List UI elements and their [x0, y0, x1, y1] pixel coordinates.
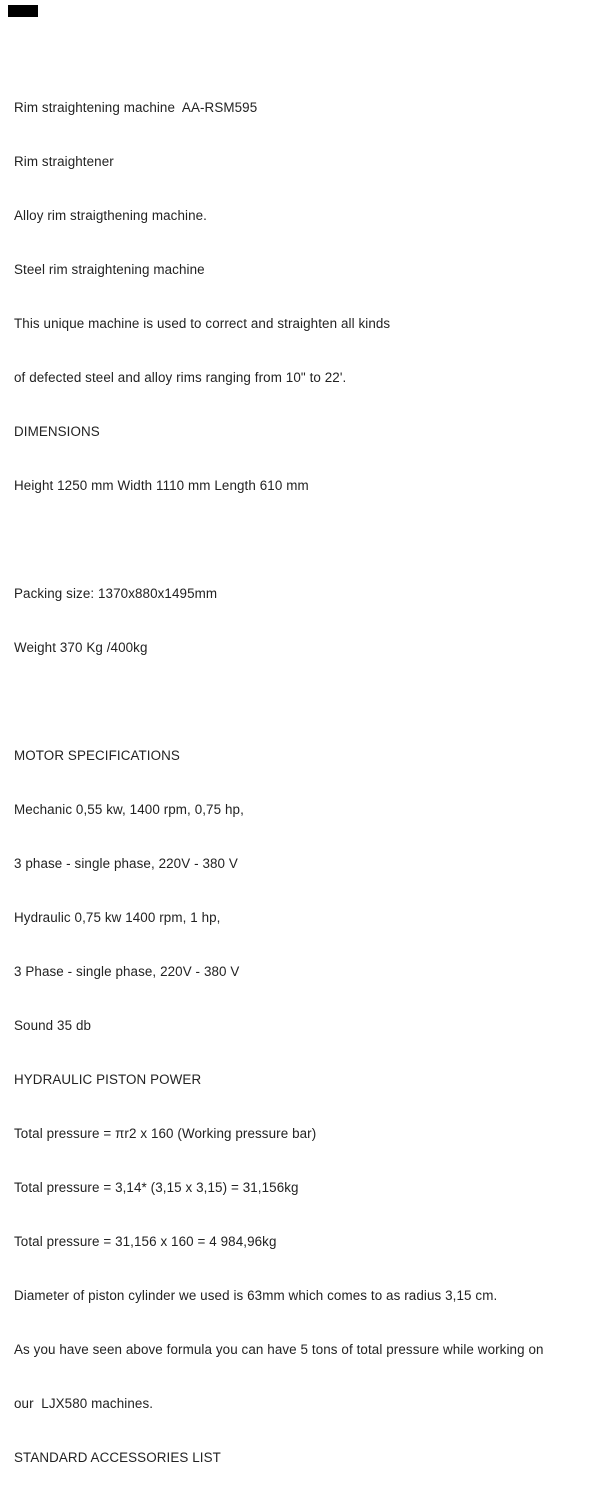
- text-line: Mechanic 0,55 kw, 1400 rpm, 0,75 hp,: [14, 802, 244, 817]
- text-line: Diameter of piston cylinder we used is 63mm which comes to as radius 3,15 cm.: [14, 1288, 498, 1303]
- text-line: Total pressure = 31,156 x 160 = 4 984,96kg: [14, 1234, 277, 1249]
- text-line: of defected steel and alloy rims ranging from 10" to 22'.: [14, 370, 347, 385]
- dimensions-heading: DIMENSIONS: [14, 424, 100, 439]
- document-text-block: [14, 63, 590, 1503]
- text-line: This unique machine is used to correct and straighten all kinds: [14, 316, 391, 331]
- text-line: 3 phase - single phase, 220V - 380 V: [14, 856, 238, 871]
- blank-line: [14, 693, 590, 711]
- text-line: Height 1250 mm Width 1110 mm Length 610 mm: [14, 478, 309, 493]
- text-line: 3 Phase - single phase, 220V - 380 V: [14, 964, 240, 979]
- motor-specifications-heading: MOTOR SPECIFICATIONS: [14, 748, 180, 763]
- text-line: Alloy rim straigthening machine.: [14, 208, 207, 223]
- text-line: Total pressure = πr2 x 160 (Working pressure bar): [14, 1126, 317, 1141]
- text-line: Weight 370 Kg /400kg: [14, 640, 148, 655]
- product-title-line: Rim straightening machine AA-RSM595: [14, 100, 258, 115]
- text-line: our LJX580 machines.: [14, 1396, 154, 1411]
- text-line: Rim straightener: [14, 154, 114, 169]
- text-line: Total pressure = 3,14* (3,15 x 3,15) = 31,156kg: [14, 1180, 299, 1195]
- hydraulic-piston-power-heading: HYDRAULIC PISTON POWER: [14, 1072, 202, 1087]
- text-line: Steel rim straightening machine: [14, 262, 205, 277]
- text-line: As you have seen above formula you can have 5 tons of total pressure while working on: [14, 1342, 544, 1357]
- standard-accessories-heading: STANDARD ACCESSORIES LIST: [14, 1450, 221, 1465]
- black-marker-bar: [8, 5, 38, 17]
- text-line: Packing size: 1370x880x1495mm: [14, 586, 218, 601]
- text-line: Hydraulic 0,75 kw 1400 rpm, 1 hp,: [14, 910, 221, 925]
- text-line: Sound 35 db: [14, 1018, 92, 1033]
- blank-line: [14, 531, 590, 549]
